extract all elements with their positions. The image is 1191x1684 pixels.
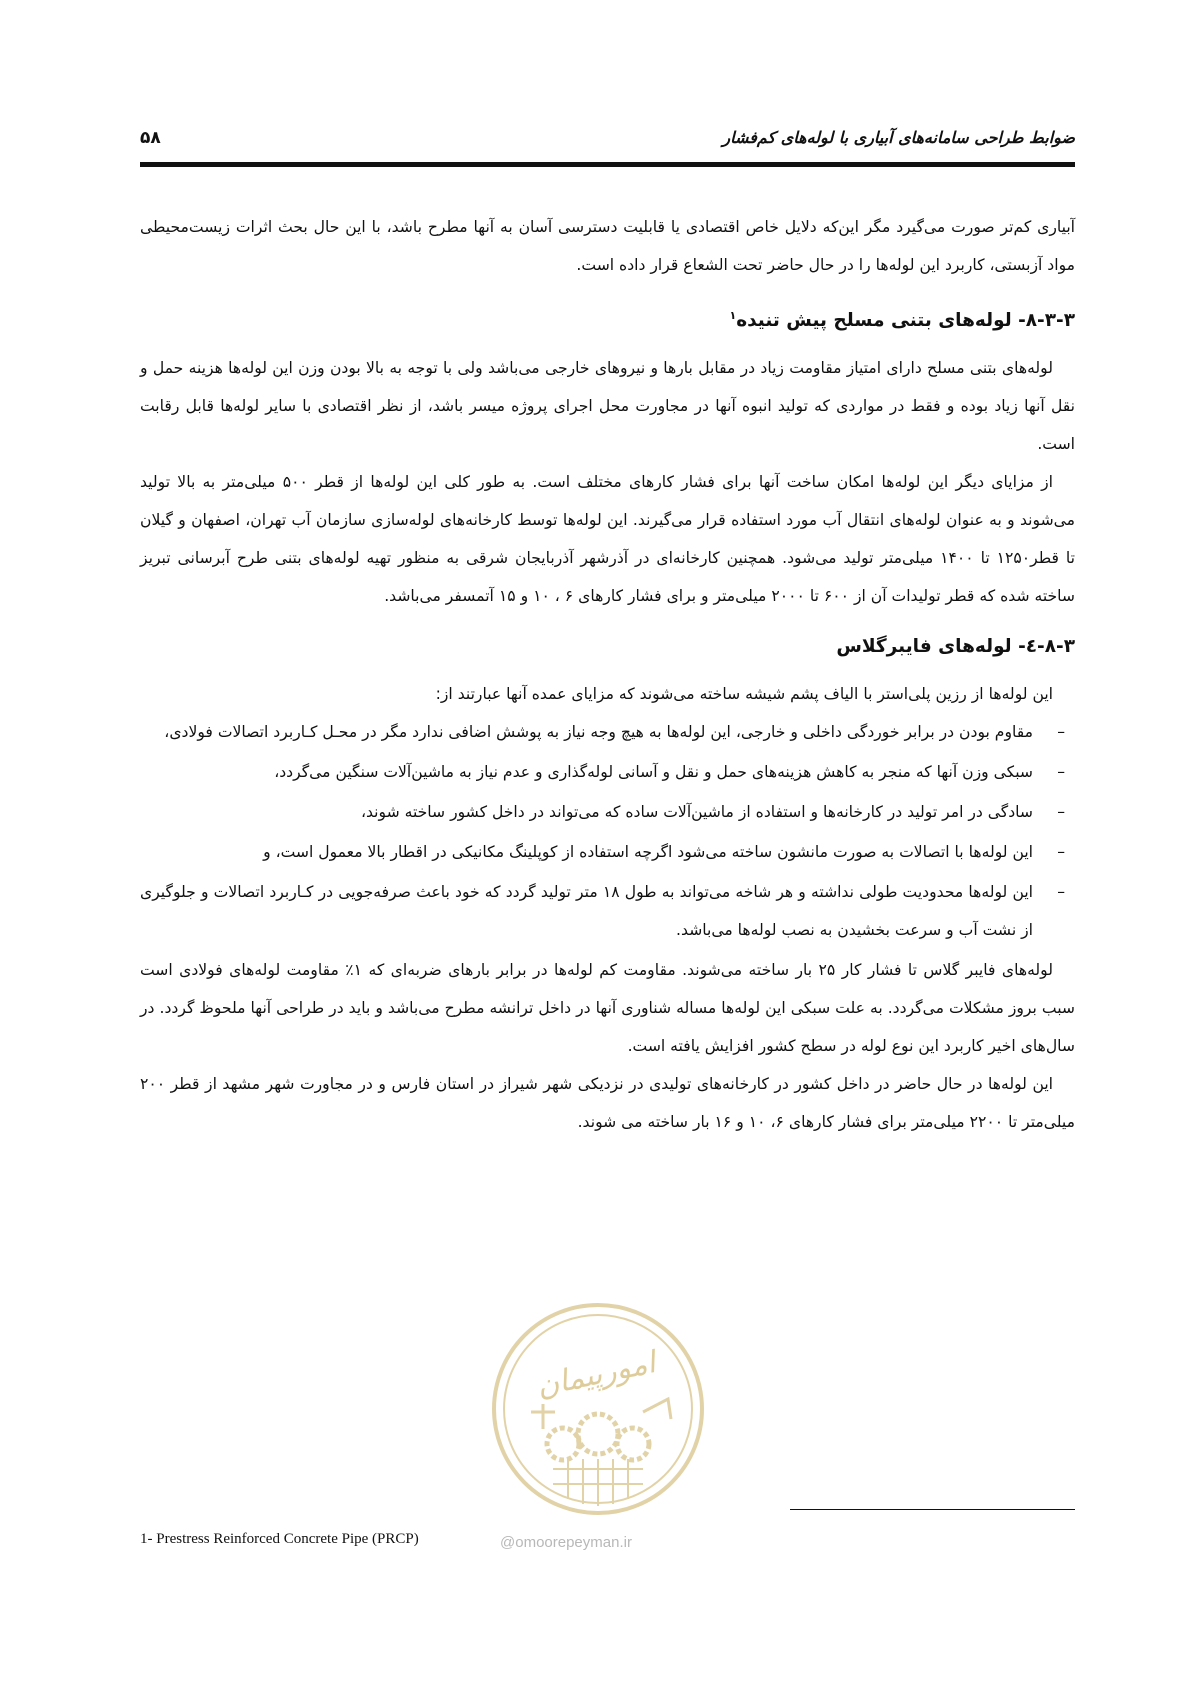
list-item <box>140 873 1075 949</box>
paragraph: از مزایای دیگر این لوله‌ها امکان ساخت آنها برای فشار کارهای مختلف است. به طور کلی این لوله‌ها از قطر ۵۰۰ میلی‌متر به بالا تولید می‌شوند و به عنوان لوله‌های انتقال آب مورد استفاده قرار می‌گیرند. این لوله‌ها توسط کارخانه‌های لوله‌سازی سازمان آب تهران، اصفهان و گیلان تا قطر۱۲۵۰ تا ۱۴۰۰ میلی‌متر تولید می‌شود. همچنین کارخانه‌ای در آذرشهر آذربایجان شرقی به منظور تهیه لوله‌های بتنی طرح آبرسانی تبریز ساخته شده که قطر تولیدات آن از ۶۰۰ تا ۲۰۰۰ میلی‌متر و برای فشار کارهای ۶ ، ۱۰ و ۱۵ آتمسفر می‌باشد. <box>140 473 1075 606</box>
footnote-reference: ۱ <box>729 309 737 322</box>
dash-bullet-icon: – <box>1057 843 1065 862</box>
paragraph: لوله‌های فایبر گلاس تا فشار کار ۲۵ بار ساخته می‌شوند. مقاومت کم لوله‌ها در برابر بارهای ضربه‌ای که ۱٪ مقاومت لوله‌های فولادی است سبب بروز مشکلات می‌گردد. به علت سبکی این لوله‌ها مساله شناوری آنها در داخل ترانشه مطرح می‌باشد و باید در طراحی آنها ملحوظ گردد. در سال‌های اخیر کاربرد این نوع لوله در سطح کشور افزایش یافته است. <box>140 961 1075 1056</box>
watermark-seal-icon <box>483 1294 713 1524</box>
list-item-text: این لوله‌ها محدودیت طولی نداشته و هر شاخه می‌تواند به طول ۱۸ متر تولید گردد که خود باعث صرفه‌جویی در کـاربرد اتصالات و جلوگیری از نشت آب و سرعت بخشیدن به نصب لوله‌ها می‌باشد. <box>140 883 1034 940</box>
intro-paragraph: آبیاری کم‌تر صورت می‌گیرد مگر این‌که دلایل خاص اقتصادی یا قابلیت دسترسی آسان به آنها مطرح باشد، با این حال بحث اثرات زیست‌محیطی مواد آزبستی، کاربرد این لوله‌ها را در حال حاضر تحت الشعاع قرار داده است. <box>140 218 1075 274</box>
dash-bullet-icon: – <box>1057 723 1065 742</box>
section-heading-8-3-4 <box>140 627 1075 667</box>
list-item <box>140 753 1075 791</box>
page-number: ۵۸ <box>140 128 161 148</box>
section-heading-text: ۸-۳-۳- لوله‌های بتنی مسلح پیش تنیده <box>736 310 1075 332</box>
running-title: ضوابط طراحی سامانه‌های آبیاری با لوله‌های کم‌فشار <box>722 128 1075 147</box>
header-rule <box>140 162 1075 167</box>
list-item-text: سبکی وزن آنها که منجر به کاهش هزینه‌های حمل و نقل و آسانی لوله‌گذاری و عدم نیاز به ماشین‌آلات سنگین می‌گردد، <box>274 763 1033 782</box>
list-item <box>140 793 1075 831</box>
paragraph: این لوله‌ها در حال حاضر در داخل کشور در کارخانه‌های تولیدی در نزدیکی شهر شیراز در استان فارس و در مجاورت شهر مشهد از قطر ۲۰۰ میلی‌متر تا ۲۲۰۰ میلی‌متر برای فشار کارهای ۶، ۱۰ و ۱۶ بار ساخته می شوند. <box>140 1075 1075 1132</box>
paragraph: لوله‌های بتنی مسلح دارای امتیاز مقاومت زیاد در مقابل بارها و نیروهای خارجی می‌باشد ولی با توجه به بالا بودن وزن این لوله‌ها هزینه حمل و نقل آنها زیاد بوده و فقط در مواردی که تولید انبوه آنها در مجاورت محل اجرای پروژه میسر باشد، از نظر اقتصادی با سایر لوله‌ها قابل رقابت است. <box>140 359 1075 454</box>
watermark-seal-text: امورپیمان <box>533 1345 659 1405</box>
page-header <box>140 128 1075 158</box>
dash-bullet-icon: – <box>1057 883 1065 902</box>
list-intro: این لوله‌ها از رزین پلی‌استر با الیاف پشم شیشه ساخته می‌شوند که مزایای عمده آنها عبارتند از: <box>435 685 1053 704</box>
list-item-text: مقاوم بودن در برابر خوردگی داخلی و خارجی، این لوله‌ها به هیچ وجه نیاز به پوشش اضافی ندارد مگر در محـل کـاربرد اتصالات فولادی، <box>164 723 1033 742</box>
section-heading-8-3-3 <box>140 296 1075 341</box>
section-heading-text: ۸-۳-٤- لوله‌های فایبرگلاس <box>836 636 1075 658</box>
page-body <box>140 208 1075 1141</box>
list-item <box>140 833 1075 871</box>
dash-bullet-icon: – <box>1057 763 1065 782</box>
list-item <box>140 713 1075 751</box>
advantages-list <box>140 713 1075 949</box>
list-item-text: سادگی در امر تولید در کارخانه‌ها و استفاده از ماشین‌آلات ساده که می‌تواند در داخل کشور ساخته شوند، <box>360 803 1033 822</box>
footnote-separator <box>790 1509 1075 1510</box>
list-item-text: این لوله‌ها با اتصالات به صورت مانشون ساخته می‌شود اگرچه استفاده از کوپلینگ مکانیکی در اقطار بالا معمول است، و <box>263 843 1033 862</box>
footnote: 1- Prestress Reinforced Concrete Pipe (PRCP) <box>140 1531 419 1547</box>
watermark-site-text: @omoorepeyman.ir <box>500 1534 632 1551</box>
dash-bullet-icon: – <box>1057 803 1065 822</box>
